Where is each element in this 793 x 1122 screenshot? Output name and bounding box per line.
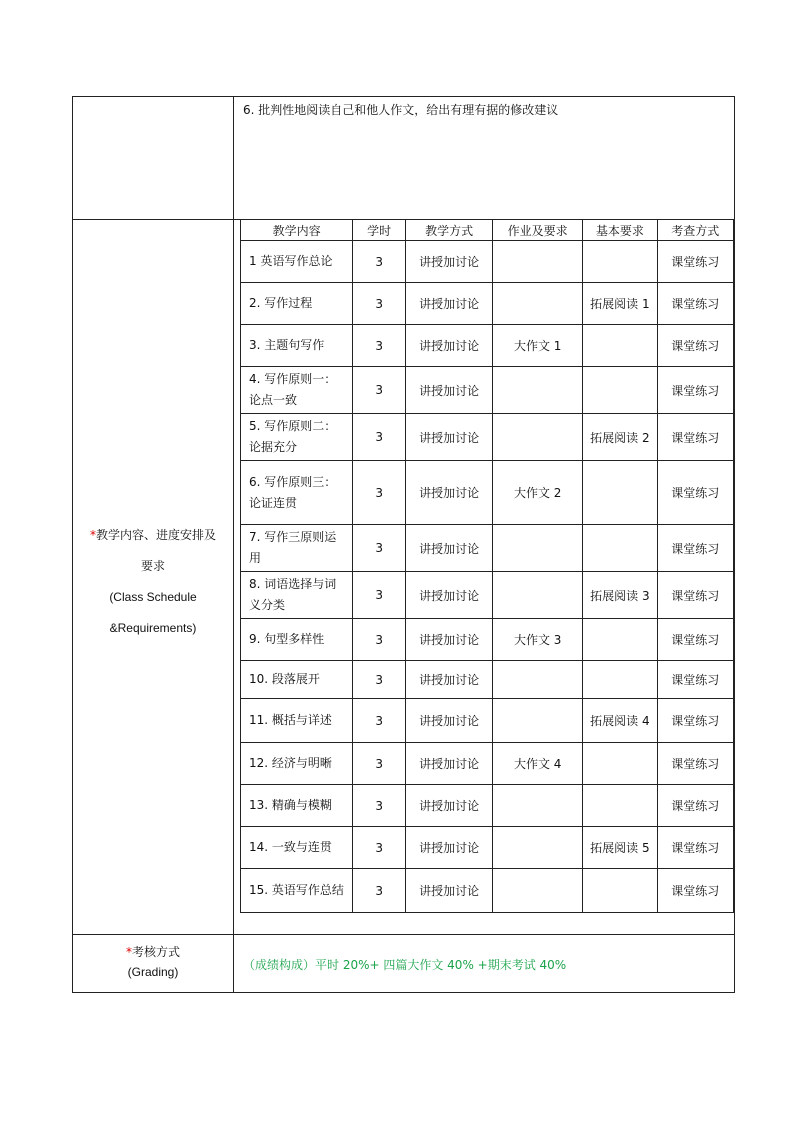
table-row	[241, 661, 734, 699]
cell-method: 讲授加讨论	[406, 743, 493, 785]
cell-content: 6. 写作原则三： 论证连贯	[241, 461, 353, 525]
cell-hours: 3	[353, 367, 406, 414]
cell-hours: 3	[353, 619, 406, 661]
cell-assess: 课堂练习	[657, 699, 733, 743]
cell-hours: 3	[353, 785, 406, 827]
header-homework: 作业及要求	[493, 220, 583, 241]
cell-basic	[583, 241, 657, 283]
table-row	[241, 699, 734, 743]
table-row	[241, 827, 734, 869]
cell-basic	[583, 367, 657, 414]
cell-homework	[493, 283, 583, 325]
schedule-label-line4: &Requirements)	[109, 621, 197, 635]
cell-assess: 课堂练习	[657, 367, 733, 414]
table-row	[241, 461, 734, 525]
cell-homework	[493, 525, 583, 572]
cell-basic: 拓展阅读 3	[583, 572, 657, 619]
cell-content: 9. 句型多样性	[241, 619, 353, 661]
grading-text: （成绩构成）平时 20%+ 四篇大作文 40% +期末考试 40%	[243, 958, 567, 972]
cell-basic: 拓展阅读 1	[583, 283, 657, 325]
cell-method: 讲授加讨论	[406, 785, 493, 827]
table-row	[241, 241, 734, 283]
cell-content: 5. 写作原则二：论据充分	[241, 414, 353, 461]
cell-homework: 大作文 4	[493, 743, 583, 785]
cell-hours: 3	[353, 572, 406, 619]
cell-homework	[493, 241, 583, 283]
header-assessment: 考查方式	[657, 220, 733, 241]
cell-method: 讲授加讨论	[406, 661, 493, 699]
cell-assess: 课堂练习	[657, 869, 733, 913]
cell-homework	[493, 869, 583, 913]
cell-assess: 课堂练习	[657, 785, 733, 827]
cell-basic	[583, 743, 657, 785]
required-star: *	[125, 945, 132, 959]
cell-basic	[583, 461, 657, 525]
cell-basic: 拓展阅读 4	[583, 699, 657, 743]
cell-content: 14. 一致与连贯	[241, 827, 353, 869]
cell-hours: 3	[353, 283, 406, 325]
cell-basic	[583, 869, 657, 913]
grading-label-line2: (Grading)	[127, 965, 179, 979]
cell-content: 11. 概括与详述	[241, 699, 353, 743]
schedule-label-line3: (Class Schedule	[109, 590, 197, 604]
grading-label-line1: *考核方式	[125, 945, 180, 959]
cell-basic	[583, 661, 657, 699]
cell-hours: 3	[353, 525, 406, 572]
cell-content: 15. 英语写作总结	[241, 869, 353, 913]
cell-assess: 课堂练习	[657, 461, 733, 525]
table-row	[241, 743, 734, 785]
cell-homework	[493, 367, 583, 414]
cell-assess: 课堂练习	[657, 525, 733, 572]
cell-basic: 拓展阅读 2	[583, 414, 657, 461]
cell-homework	[493, 827, 583, 869]
cell-assess: 课堂练习	[657, 743, 733, 785]
cell-content: 7. 写作三原则运用	[241, 525, 353, 572]
cell-assess: 课堂练习	[657, 827, 733, 869]
table-row	[241, 325, 734, 367]
cell-content: 3. 主题句写作	[241, 325, 353, 367]
cell-content: 13. 精确与模糊	[241, 785, 353, 827]
table-row	[241, 785, 734, 827]
cell-hours: 3	[353, 461, 406, 525]
cell-method: 讲授加讨论	[406, 572, 493, 619]
cell-hours: 3	[353, 325, 406, 367]
cell-assess: 课堂练习	[657, 661, 733, 699]
cell-hours: 3	[353, 241, 406, 283]
cell-assess: 课堂练习	[657, 414, 733, 461]
cell-method: 讲授加讨论	[406, 619, 493, 661]
table-row	[241, 367, 734, 414]
schedule-label-line1: *教学内容、进度安排及	[89, 528, 216, 542]
cell-hours: 3	[353, 414, 406, 461]
cell-hours: 3	[353, 661, 406, 699]
cell-basic	[583, 325, 657, 367]
table-row	[241, 414, 734, 461]
cell-hours: 3	[353, 699, 406, 743]
syllabus-table	[72, 96, 735, 993]
table-row	[241, 869, 734, 913]
cell-assess: 课堂练习	[657, 619, 733, 661]
cell-hours: 3	[353, 743, 406, 785]
objective-6-text: 6. 批判性地阅读自己和他人作文，给出有理有据的修改建议	[243, 103, 559, 117]
table-row	[241, 619, 734, 661]
schedule-body	[241, 241, 734, 913]
cell-homework	[493, 572, 583, 619]
schedule-header-row	[241, 220, 734, 241]
cell-content: 4. 写作原则一：论点一致	[241, 367, 353, 414]
cell-method: 讲授加讨论	[406, 414, 493, 461]
cell-method: 讲授加讨论	[406, 461, 493, 525]
header-basic: 基本要求	[583, 220, 657, 241]
header-content: 教学内容	[241, 220, 353, 241]
cell-assess: 课堂练习	[657, 572, 733, 619]
header-method: 教学方式	[406, 220, 493, 241]
cell-homework: 大作文 2	[493, 461, 583, 525]
schedule-label	[73, 520, 233, 644]
cell-content: 10. 段落展开	[241, 661, 353, 699]
cell-content: 8. 词语选择与词义分类	[241, 572, 353, 619]
cell-basic	[583, 619, 657, 661]
row-divider	[73, 934, 734, 935]
cell-hours: 3	[353, 827, 406, 869]
cell-homework	[493, 661, 583, 699]
required-star: *	[89, 528, 96, 542]
table-row	[241, 525, 734, 572]
cell-method: 讲授加讨论	[406, 827, 493, 869]
schedule-label-line2: 要求	[140, 559, 165, 573]
schedule-table	[240, 219, 734, 913]
cell-hours: 3	[353, 869, 406, 913]
cell-content: 1 英语写作总论	[241, 241, 353, 283]
table-row	[241, 572, 734, 619]
cell-method: 讲授加讨论	[406, 699, 493, 743]
cell-homework: 大作文 3	[493, 619, 583, 661]
table-row	[241, 283, 734, 325]
header-hours: 学时	[353, 220, 406, 241]
cell-method: 讲授加讨论	[406, 325, 493, 367]
cell-basic	[583, 525, 657, 572]
cell-content: 12. 经济与明晰	[241, 743, 353, 785]
cell-homework	[493, 785, 583, 827]
cell-assess: 课堂练习	[657, 283, 733, 325]
cell-basic: 拓展阅读 5	[583, 827, 657, 869]
cell-assess: 课堂练习	[657, 325, 733, 367]
cell-method: 讲授加讨论	[406, 283, 493, 325]
cell-basic	[583, 785, 657, 827]
grading-label	[73, 942, 233, 982]
cell-homework: 大作文 1	[493, 325, 583, 367]
cell-assess: 课堂练习	[657, 241, 733, 283]
cell-homework	[493, 699, 583, 743]
column-divider	[233, 97, 234, 992]
cell-method: 讲授加讨论	[406, 367, 493, 414]
cell-homework	[493, 414, 583, 461]
cell-method: 讲授加讨论	[406, 525, 493, 572]
cell-method: 讲授加讨论	[406, 869, 493, 913]
cell-method: 讲授加讨论	[406, 241, 493, 283]
cell-content: 2. 写作过程	[241, 283, 353, 325]
